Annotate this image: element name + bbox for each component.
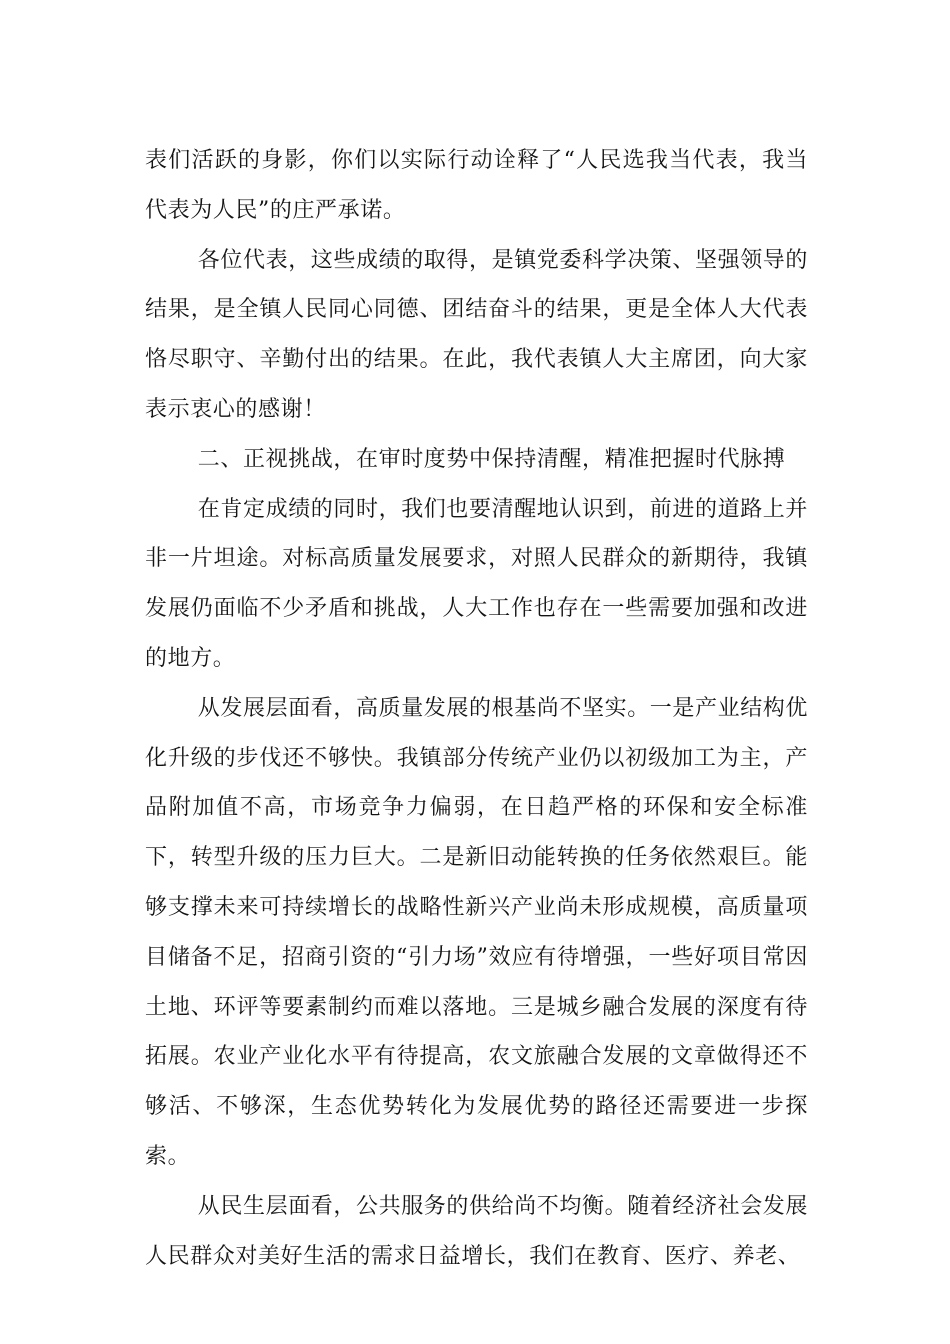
- document-body: [145, 136, 808, 1281]
- paragraph-thanks: 各位代表，这些成绩的取得，是镇党委科学决策、坚强领导的结果，是全镇人民同心同德、团结奋斗的结果，更是全体人大代表恪尽职守、辛勤付出的结果。在此，我代表镇人大主席团，向大家表示衷心的感谢！: [145, 247, 808, 422]
- paragraph-livelihood-level: 从民生层面看，公共服务的供给尚不均衡。随着经济社会发展人民群众对美好生活的需求日益增长，我们在教育、医疗、养老、: [145, 1193, 808, 1269]
- section-heading: 二、正视挑战，在审时度势中保持清醒，精准把握时代脉搏: [197, 446, 786, 472]
- paragraph-challenges-intro: 在肯定成绩的同时，我们也要清醒地认识到，前进的道路上并非一片坦途。对标高质量发展要求，对照人民群众的新期待，我镇发展仍面临不少矛盾和挑战，人大工作也存在一些需要加强和改进的地方。: [145, 496, 808, 671]
- paragraph-development-level: 从发展层面看，高质量发展的根基尚不坚实。一是产业结构优化升级的步伐还不够快。我镇部分传统产业仍以初级加工为主，产品附加值不高，市场竞争力偏弱，在日趋严格的环保和安全标准下，转型升级的压力巨大。二是新旧动能转换的任务依然艰巨。能够支撑未来可持续增长的战略性新兴产业尚未形成规模，高质量项目储备不足，招商引资的“引力场”效应有待增强，一些好项目常因土地、环评等要素制约而难以落地。三是城乡融合发展的深度有待拓展。农业产业化水平有待提高，农文旅融合发展的文章做得还不够活、不够深，生态优势转化为发展优势的路径还需要进一步探索。: [145, 695, 808, 1169]
- paragraph-continued: 表们活跃的身影，你们以实际行动诠释了“人民选我当代表，我当代表为人民”的庄严承诺。: [145, 148, 808, 223]
